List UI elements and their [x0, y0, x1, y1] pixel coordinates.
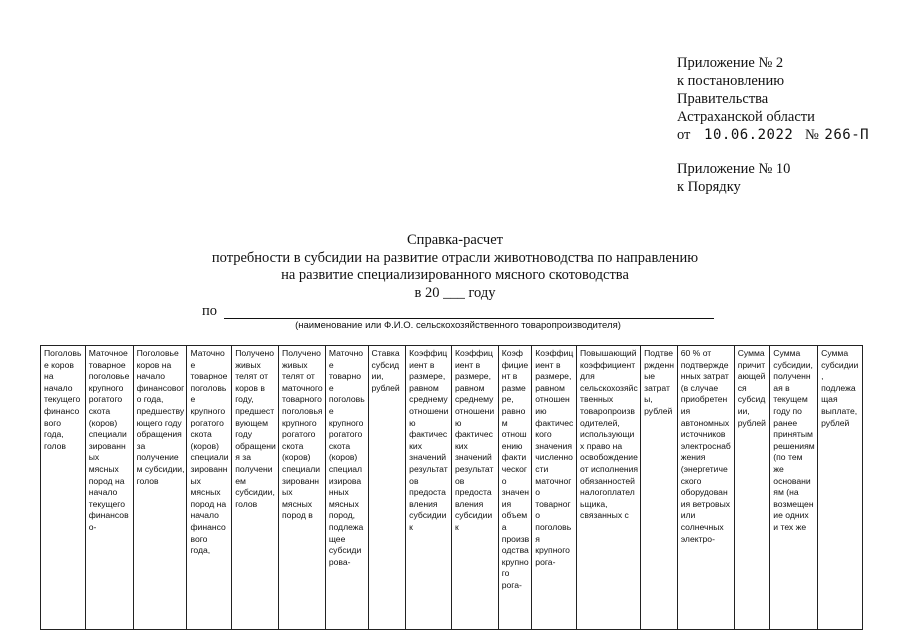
header-row	[41, 346, 863, 630]
header-cell: Сумма субсидии, подлежащая выплате, рублей	[818, 346, 863, 630]
recipient-row	[202, 303, 714, 321]
appendix-block	[677, 54, 897, 196]
resolution-number: 266-П	[824, 127, 870, 143]
number-sign: №	[804, 127, 819, 143]
header-cell: Маточное товарное поголовье крупного рогатого скота (коров) специализированных мясных пород на начало финансового года,	[187, 346, 232, 630]
header-cell: Получено живых телят от маточного товарного поголовья крупного рогатого скота (коров) специализированных мясных пород в	[279, 346, 326, 630]
header-cell: Маточное товарное поголовье крупного рогатого скота (коров) специализированных мясных пород на начало текущего финансово-	[85, 346, 133, 630]
appendix-sub-line: к Порядку	[677, 179, 741, 195]
header-cell: Получено живых телят от коров в году, предшествующем году обращения за получением субсидии, голов	[232, 346, 279, 630]
header-cell: Маточное товарное поголовье крупного рогатого скота (коров) специализированных мясных пород, подлежащее субсидирова-	[325, 346, 368, 630]
header-cell: Сумма субсидии, полученная в текущем году по ранее принятым решениям (по тем же основаниям (на возмещение одних и тех же	[770, 346, 818, 630]
header-cell: Поголовье коров на начало финансового года, предшествующего году обращения за получением субсидии, голов	[133, 346, 187, 630]
recipient-label: по	[202, 303, 218, 319]
header-cell: Коэффициент в размере, равном среднему отношению фактических значений результатов предоставления субсидии к	[451, 346, 498, 630]
recipient-blank-line	[224, 318, 714, 319]
recipient-hint: (наименование или Ф.И.О. сельскохозяйственного товаропроизводителя)	[295, 320, 621, 331]
header-cell: Ставка субсидии, рублей	[368, 346, 406, 630]
appendix-date-line	[677, 126, 897, 144]
header-cell: Коэффициент в размере, равном отношению фактического значения численности маточного товарного поголовья крупного рога-	[532, 346, 577, 630]
title-line: на развитие специализированного мясного скотоводства	[281, 267, 629, 283]
header-cell: Коэффициент в размере, равном среднему отношению фактических значений результатов предоставления субсидии к	[406, 346, 452, 630]
appendix-line: к постановлению	[677, 73, 785, 89]
header-cell: Поголовье коров на начало текущего финансового года, голов	[41, 346, 86, 630]
header-cell: Повышающий коэффициент для сельскохозяйственных товаропроизводителей, использующих право на освобождение от исполнения обязанностей налогоплательщика, связанных с	[577, 346, 641, 630]
appendix-line: Приложение № 2	[677, 55, 784, 71]
title-line: потребности в субсидии на развитие отрасли животноводства по направлению	[211, 249, 699, 266]
calculation-table	[40, 345, 863, 630]
title-line: Справка-расчет	[407, 232, 503, 248]
header-cell: Подтвержденные затраты, рублей	[641, 346, 678, 630]
header-cell: 60 % от подтвержденных затрат (в случае приобретения автономных источников электроснабжения (энергетического оборудования ветровых или солнечных электро-	[677, 346, 734, 630]
appendix-sub-line: Приложение № 10	[677, 161, 791, 177]
date-prefix: от	[677, 127, 691, 143]
title-line: в 20 ___ году	[414, 284, 496, 301]
resolution-date: 10.06.2022	[704, 127, 794, 143]
header-cell: Сумма причитающейся субсидии, рублей	[734, 346, 770, 630]
appendix-line: Правительства	[677, 91, 769, 107]
appendix-line: Астраханской области	[677, 109, 815, 125]
header-cell: Коэффициент в размере, равном отношению фактического значения объема производства крупного рога-	[498, 346, 532, 630]
document-title	[150, 232, 760, 302]
